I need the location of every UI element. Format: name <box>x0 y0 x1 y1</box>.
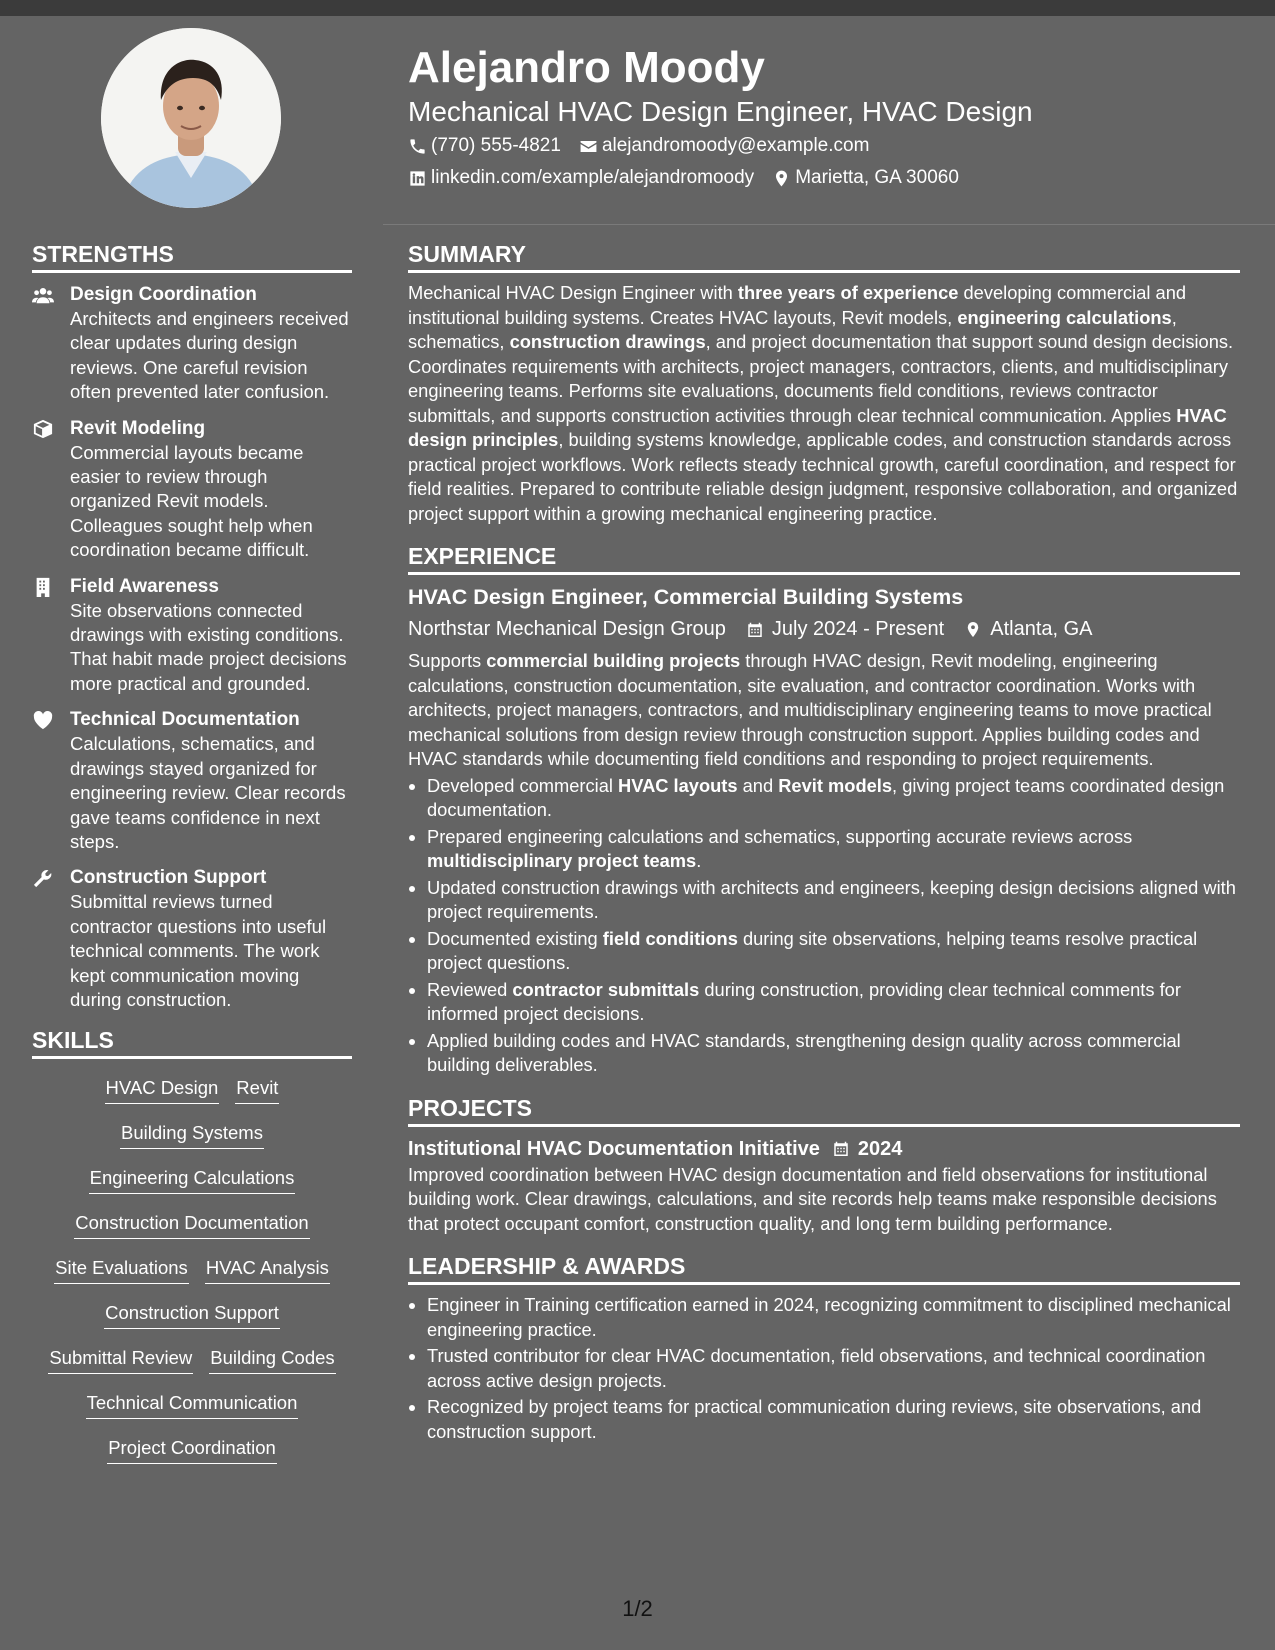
top-bar <box>0 0 1275 16</box>
strength-item <box>32 866 352 1012</box>
projects-heading: PROJECTS <box>408 1094 1240 1127</box>
linkedin-text[interactable]: linkedin.com/example/alejandromoody <box>431 167 755 188</box>
left-column <box>32 240 352 1472</box>
profile-photo <box>101 28 281 208</box>
skill-tag: Project Coordination <box>107 1436 277 1464</box>
job-bullet: • Applied building codes and HVAC standards, strengthening design quality across commercial building deliverables. <box>427 1029 1240 1078</box>
projects-section <box>408 1094 1240 1237</box>
job-bullet: • Developed commercial HVAC layouts and Revit models, giving project teams coordinated design documentation. <box>427 774 1240 823</box>
phone-contact <box>408 134 561 158</box>
candidate-title: Mechanical HVAC Design Engineer, HVAC Design <box>408 96 1033 127</box>
experience-heading: EXPERIENCE <box>408 542 1240 575</box>
strengths-heading: STRENGTHS <box>32 240 352 273</box>
project-year: 2024 <box>857 1137 903 1160</box>
skill-tag: Construction Documentation <box>74 1211 309 1239</box>
job-bullet: • Updated construction drawings with architects and engineers, keeping design decisions aligned with project requirements. <box>427 876 1240 925</box>
linkedin-contact[interactable] <box>408 166 754 190</box>
strength-title: Construction Support <box>70 867 267 889</box>
company-name: Northstar Mechanical Design Group <box>408 618 726 640</box>
skills-list <box>32 1067 352 1472</box>
skill-row <box>32 1337 352 1382</box>
skill-tag: Site Evaluations <box>54 1256 189 1284</box>
contact-row <box>408 134 869 158</box>
leadership-list <box>408 1293 1240 1444</box>
skill-row <box>32 1112 352 1157</box>
map-pin-icon <box>964 620 982 639</box>
skill-row <box>32 1157 352 1202</box>
heart-icon <box>32 708 70 854</box>
email-contact[interactable] <box>579 134 869 158</box>
strength-text: Calculations, schematics, and drawings stayed organized for engineering review. Clear records gave teams confidence in next steps. <box>70 733 346 852</box>
strength-title: Revit Modeling <box>70 417 206 439</box>
leadership-heading: LEADERSHIP & AWARDS <box>408 1252 1240 1285</box>
job-description: Supports commercial building projects through HVAC design, Revit modeling, engineering calculations, construction documentation, site evaluation, and contractor coordination. Works with architects, project managers, contractors, and multidisciplinary engineering teams to move practical mechanical solutions from design review through construction support. Applies building codes and HVAC standards while documenting field conditions and responding to project requirements. <box>408 650 1212 769</box>
contact-row <box>408 166 959 190</box>
map-pin-icon <box>772 169 791 188</box>
candidate-name: Alejandro Moody <box>408 43 765 92</box>
strength-body <box>70 708 352 854</box>
job-bullet: • Documented existing field conditions during site observations, helping teams resolve practical project questions. <box>427 927 1240 976</box>
strength-body <box>70 575 352 697</box>
skill-row <box>32 1067 352 1112</box>
calendar-icon <box>746 620 764 639</box>
skill-row <box>32 1202 352 1247</box>
right-column <box>408 240 1240 1460</box>
phone-icon <box>408 137 427 156</box>
calendar-icon <box>832 1139 850 1158</box>
strength-body <box>70 283 352 405</box>
skill-tag: HVAC Design <box>105 1076 220 1104</box>
envelope-icon <box>579 137 598 156</box>
job-bullets <box>408 774 1240 1078</box>
header-divider <box>383 224 1275 225</box>
summary-text: Mechanical HVAC Design Engineer with three years of experience developing commercial and institutional building systems. Creates HVAC layouts, Revit models, engineering calculations, schematics, construction drawings, and project documentation that support sound design decisions. Coordinates requirements with architects, project managers, contractors, clients, and multidisciplinary engineering teams. Performs site evaluations, documents field conditions, reviews contractor submittals, and supports construction activities through clear technical communication. Applies HVAC design principles, building systems knowledge, applicable codes, and construction standards across practical project workflows. Work reflects steady technical growth, careful coordination, and respect for field realities. Prepared to contribute reliable design judgment, responsive collaboration, and organized project support within a growing mechanical engineering practice. <box>408 282 1238 524</box>
strength-body <box>70 866 352 1012</box>
skill-tag: Building Systems <box>120 1121 264 1149</box>
phone-text: (770) 555-4821 <box>431 135 561 156</box>
strength-title: Design Coordination <box>70 284 257 305</box>
summary-section <box>408 240 1240 526</box>
leadership-section <box>408 1252 1240 1444</box>
job-bullet: • Reviewed contractor submittals during construction, providing clear technical comments for informed project decisions. <box>427 978 1240 1027</box>
strength-title: Field Awareness <box>70 575 219 597</box>
skill-tag: Revit <box>235 1076 279 1104</box>
location-contact <box>772 166 959 190</box>
leadership-item: • Recognized by project teams for practical communication during reviews, site observations, and construction support. <box>427 1395 1240 1444</box>
cube-icon <box>32 417 70 563</box>
project-description: Improved coordination between HVAC design documentation and field observations for institutional building work. Clear drawings, calculations, and site records help teams make responsible decisions that protect occupant comfort, construction quality, and long term building performance. <box>408 1163 1217 1234</box>
summary-heading: SUMMARY <box>408 240 1240 273</box>
job-title: HVAC Design Engineer, Commercial Building Systems <box>408 585 964 609</box>
strength-text: Commercial layouts became easier to review through organized Revit models. Colleagues sought help when coordination became difficult. <box>70 441 313 561</box>
skill-row <box>32 1247 352 1292</box>
strength-item <box>32 283 352 405</box>
strength-text: Architects and engineers received clear updates during design reviews. One careful revision often prevented later confusion. <box>70 308 349 403</box>
strength-text: Submittal reviews turned contractor questions into useful technical comments. The work kept communication moving during construction. <box>70 891 327 1010</box>
leadership-item: • Trusted contributor for clear HVAC documentation, field observations, and technical coordination across active design projects. <box>427 1344 1240 1393</box>
strengths-list <box>32 283 352 1012</box>
skill-row <box>32 1382 352 1427</box>
strength-text: Site observations connected drawings with existing conditions. That habit made project decisions more practical and grounded. <box>70 599 347 694</box>
email-text[interactable]: alejandromoody@example.com <box>601 135 870 156</box>
project-header <box>408 1135 1240 1163</box>
skill-tag: HVAC Analysis <box>205 1256 330 1284</box>
location-text: Marietta, GA 30060 <box>795 167 959 188</box>
wrench-icon <box>32 866 70 1012</box>
skill-tag: Construction Support <box>104 1301 280 1329</box>
skill-row <box>32 1427 352 1472</box>
project-name: Institutional HVAC Documentation Initiative <box>408 1137 820 1160</box>
users-icon <box>32 283 70 405</box>
skill-tag: Building Codes <box>209 1346 335 1374</box>
page-number: 1/2 <box>622 1596 653 1621</box>
strength-body <box>70 417 352 563</box>
leadership-item: • Engineer in Training certification earned in 2024, recognizing commitment to disciplined mechanical engineering practice. <box>427 1293 1240 1342</box>
job-dates: July 2024 - Present <box>771 618 945 640</box>
strength-item <box>32 575 352 697</box>
skill-row <box>32 1292 352 1337</box>
strength-item <box>32 417 352 563</box>
job-bullet: • Prepared engineering calculations and schematics, supporting accurate reviews across multidisciplinary project teams. <box>427 825 1240 874</box>
strength-item <box>32 708 352 854</box>
skill-tag: Technical Communication <box>86 1391 299 1419</box>
skill-tag: Engineering Calculations <box>89 1166 296 1194</box>
experience-section <box>408 542 1240 1078</box>
job-meta <box>408 615 1240 643</box>
skill-tag: Submittal Review <box>48 1346 193 1374</box>
building-icon <box>32 575 70 697</box>
strength-title: Technical Documentation <box>70 709 300 731</box>
person-portrait-icon <box>101 28 281 208</box>
job-location: Atlanta, GA <box>990 618 1093 640</box>
linkedin-icon <box>408 169 427 188</box>
skills-heading: SKILLS <box>32 1026 352 1059</box>
